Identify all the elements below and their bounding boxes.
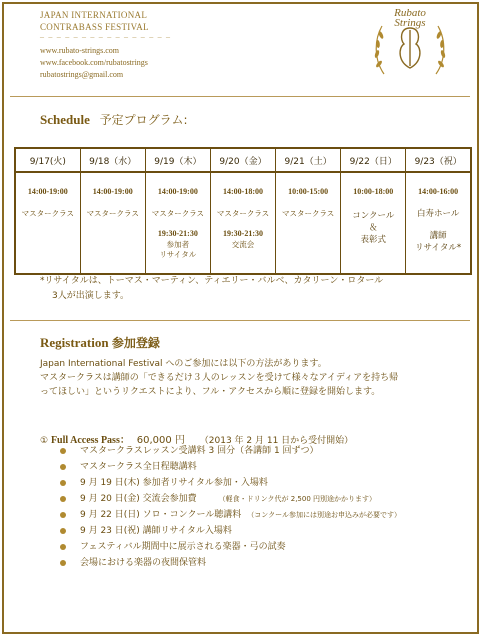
- intro-line2: マスタークラスは講師の「できるだけ３人のレッスンを受けて様々なアイディアを持ち帰: [40, 373, 399, 383]
- date-cell: 9/17(火): [15, 148, 80, 172]
- day-cell: [145, 172, 210, 274]
- day-cell: [80, 172, 145, 274]
- facebook-link[interactable]: www.facebook.com/rubatostrings: [40, 58, 148, 67]
- bullet-icon: [60, 480, 66, 486]
- recital-note-line1: *リサイタルは、トーマス・マーティン、ティエリー・バルベ、カタリーン・ロタール: [40, 276, 384, 286]
- event-label-evening: 参加者: [166, 240, 190, 249]
- list-item: 9 月 22 日(日) ソロ・コンクール聴講料 （コンクール参加には別途お申込みが必要です）: [58, 507, 401, 523]
- time-slot: 14:00-16:00: [418, 187, 459, 196]
- header-divider: – – – – – – – – – – – – – – – –: [40, 32, 172, 41]
- rubato-strings-logo: [370, 4, 450, 84]
- time-slot-evening: 19:30-21:30: [157, 229, 198, 238]
- time-slot: 14:00-19:00: [27, 187, 68, 196]
- bullet-icon: [60, 512, 66, 518]
- access-label: Full Access Pass：: [50, 435, 130, 446]
- contact-links: [40, 45, 148, 81]
- time-slot-evening: 19:30-21:30: [222, 229, 263, 238]
- date-cell: 9/21（土）: [276, 148, 341, 172]
- logo-text-line2: Strings: [394, 17, 426, 29]
- list-item: マスタークラスレッスン受講料 3 回分（各講師 1 回ずつ）: [58, 443, 401, 459]
- event-label: マスタークラス: [151, 209, 204, 218]
- festival-name-line2: CONTRABASS FESTIVAL: [40, 22, 149, 32]
- bullet-icon: [60, 544, 66, 550]
- schedule-date-row: [15, 148, 471, 172]
- event-label-3: 表彰式: [360, 235, 387, 245]
- email-link[interactable]: rubatostrings@gmail.com: [40, 70, 124, 79]
- website-link[interactable]: www.rubato-strings.com: [40, 46, 120, 55]
- header-rule: [10, 96, 470, 97]
- time-slot: 10:00-18:00: [353, 187, 394, 196]
- time-slot: 14:00-18:00: [222, 187, 263, 196]
- registration-title-jp: 参加登録: [111, 336, 160, 350]
- festival-name-line1: JAPAN INTERNATIONAL: [40, 10, 148, 20]
- list-item: 9 月 19 日(木) 参加者リサイタル参加・入場料: [58, 475, 401, 491]
- time-slot: 14:00-19:00: [92, 187, 133, 196]
- event-label: マスタークラス: [21, 209, 74, 218]
- registration-intro: [40, 357, 460, 399]
- date-cell: 9/19（木）: [145, 148, 210, 172]
- schedule-title-jp: 予定プログラム:: [99, 113, 188, 127]
- schedule-event-row: [15, 172, 471, 274]
- access-open-date: （2013 年 2 月 11 日から受付開始）: [199, 436, 354, 446]
- intro-line1: Japan International Festival へのご参加には以下の方法があります。: [40, 359, 327, 369]
- list-item: 9 月 20 日(金) 交流会参加費 （軽食・ドリンク代が 2,500 円別途かかります）: [58, 491, 401, 507]
- event-label: マスタークラス: [281, 209, 335, 218]
- event-label-2: 講師: [429, 231, 447, 241]
- bullet-icon: [60, 528, 66, 534]
- time-slot: 10:00-15:00: [288, 187, 329, 196]
- recital-note-line2: 3人が出演します。: [52, 291, 130, 301]
- bullet-icon: [60, 464, 66, 470]
- registration-title-en: Registration: [40, 335, 109, 350]
- registration-heading: [40, 334, 160, 351]
- event-label: マスタークラス: [216, 209, 270, 218]
- day-cell: [276, 172, 341, 274]
- event-label: コンクール: [352, 211, 395, 221]
- access-benefits-list: [58, 443, 401, 571]
- event-label-evening-2: リサイタル: [159, 250, 197, 259]
- event-label-evening: 交流会: [231, 240, 255, 249]
- bullet-icon: [60, 496, 66, 502]
- date-cell: 9/23（祝）: [406, 148, 471, 172]
- list-item: 9 月 23 日(祝) 講師リサイタル入場料: [58, 523, 401, 539]
- list-item: フェスティバル期間中に展示される楽器・弓の試奏: [58, 539, 401, 555]
- access-price: 60,000 円: [136, 435, 185, 446]
- schedule-title-en: Schedule: [40, 112, 90, 127]
- item-note: （軽食・ドリンク代が 2,500 円別途かかります）: [218, 495, 377, 503]
- logo-text-line1: Rubato: [394, 7, 426, 19]
- event-label: マスタークラス: [86, 209, 139, 218]
- schedule-table: [14, 147, 472, 275]
- access-number: ①: [40, 436, 49, 446]
- intro-line3: ってほしい」というリクエストにより、フル・アクセスから順に登録を開始します。: [40, 387, 381, 397]
- item-note: （コンクール参加には別途お申込みが必要です）: [247, 511, 402, 519]
- date-cell: 9/22（日）: [341, 148, 406, 172]
- date-cell: 9/18（水）: [80, 148, 145, 172]
- list-item: マスタークラス全日程聴講料: [58, 459, 401, 475]
- recital-note: [40, 274, 383, 304]
- day-cell: [210, 172, 275, 274]
- bullet-icon: [60, 448, 66, 454]
- bullet-icon: [60, 560, 66, 566]
- schedule-heading: [40, 111, 188, 128]
- day-cell: [341, 172, 406, 274]
- list-item: 会場における楽器の夜間保管料: [58, 555, 401, 571]
- section-rule: [10, 320, 470, 321]
- event-label-2: ＆: [369, 223, 378, 233]
- time-slot: 14:00-19:00: [157, 187, 198, 196]
- event-label: 白寿ホール: [417, 209, 460, 219]
- date-cell: 9/20（金）: [210, 148, 275, 172]
- day-cell: [15, 172, 80, 274]
- day-cell: [406, 172, 471, 274]
- event-label-3: リサイタル*: [415, 243, 462, 253]
